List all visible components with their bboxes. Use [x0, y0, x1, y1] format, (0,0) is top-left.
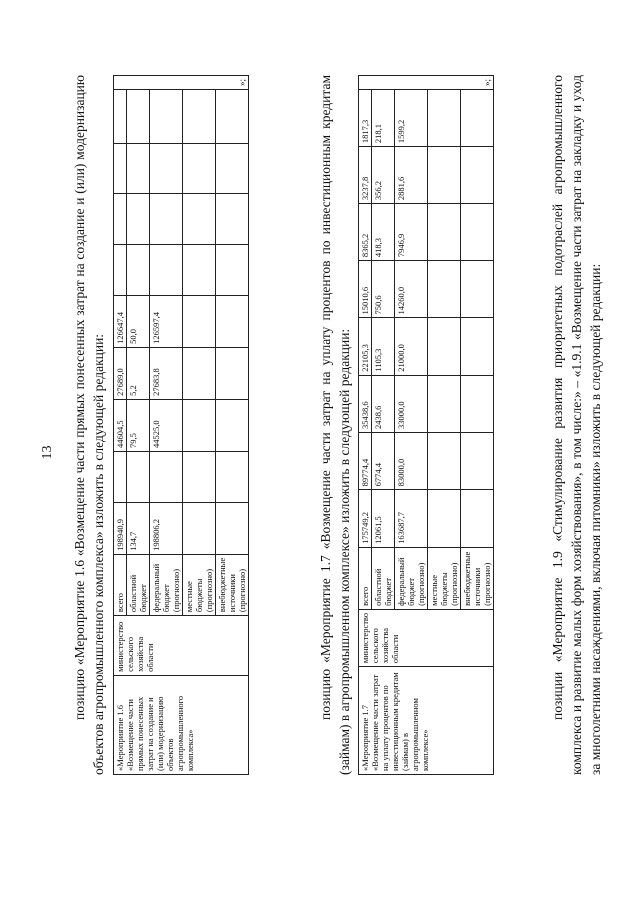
- m16-source-cell: местные бюджеты (прогнозно): [183, 554, 216, 615]
- m17-value-cell: 89774,4: [359, 433, 372, 490]
- m17-value-cell: [461, 90, 494, 147]
- m17-value-cell: [461, 375, 494, 432]
- m16-value-cell: [216, 295, 249, 347]
- m17-value-cell: 22105,3: [359, 318, 372, 375]
- m17-value-cell: [428, 490, 461, 548]
- m16-value-cell: [183, 194, 216, 245]
- m16-value-cell: 134,7: [127, 502, 150, 554]
- page-number: 13: [40, 445, 55, 460]
- m17-value-cell: 218,1: [372, 90, 395, 147]
- m16-value-cell: 44604,5: [114, 399, 127, 451]
- m16-value-cell: [183, 244, 216, 295]
- table-row: [114, 76, 127, 775]
- m17-end-cell: [359, 76, 494, 90]
- m16-value-cell: [150, 194, 183, 245]
- m17-value-cell: [428, 90, 461, 147]
- m17-value-cell: 175749,2: [359, 490, 372, 548]
- m17-value-cell: 8365,2: [359, 204, 372, 261]
- paragraph-measure-1-9: позиции «Мероприятие 1.9 «Стимулирование развития приоритетных подотраслей агропромышленного комплекса и развитие малых форм хозяйствования», в том числе:» – «1.9.1 «Возмещение части затрат на закладку и уход за многолетними насаждениями, включая питомники» изложить в следующей редакции:: [550, 75, 603, 775]
- m17-value-cell: [428, 147, 461, 204]
- m16-value-cell: 44525,0: [150, 399, 183, 451]
- m17-value-cell: 750,6: [372, 261, 395, 318]
- paragraph-measure-1-6: позицию «Мероприятие 1.6 «Возмещение части прямых понесенных затрат на создание и (или) модернизацию объектов агропромышленного комплекса» изложить в следующей редакции:: [72, 75, 106, 775]
- m17-source-cell: областной бюджет: [372, 547, 395, 609]
- m16-value-cell: 5,2: [127, 347, 150, 399]
- m16-value-cell: [183, 451, 216, 502]
- m16-value-cell: 50,0: [127, 295, 150, 347]
- m16-value-cell: [127, 244, 150, 295]
- m17-value-cell: [461, 318, 494, 375]
- m16-value-cell: [183, 295, 216, 347]
- m16-executor-cell: министерство сельского хозяйства области: [114, 616, 249, 676]
- m16-value-cell: [216, 451, 249, 502]
- m17-source-cell: местные бюджеты (прогнозно): [428, 547, 461, 609]
- m16-value-cell: [216, 347, 249, 399]
- m17-value-cell: 356,2: [372, 147, 395, 204]
- m16-value-cell: [127, 143, 150, 194]
- m16-value-cell: [216, 399, 249, 451]
- m17-value-cell: [428, 318, 461, 375]
- m16-value-cell: 79,5: [127, 399, 150, 451]
- m17-source-cell: федеральный бюджет (прогнозно): [395, 547, 428, 609]
- m17-value-cell: [428, 204, 461, 261]
- m17-value-cell: 21000,0: [395, 318, 428, 375]
- m17-value-cell: 33000,0: [395, 375, 428, 432]
- m16-value-cell: [216, 143, 249, 194]
- m16-value-cell: [183, 90, 216, 144]
- m17-value-cell: 1599,2: [395, 90, 428, 147]
- m16-value-cell: 198806,2: [150, 502, 183, 554]
- m17-value-cell: 3237,8: [359, 147, 372, 204]
- m17-value-cell: 2438,6: [372, 375, 395, 432]
- m16-value-cell: [216, 90, 249, 144]
- m16-value-cell: [150, 143, 183, 194]
- m16-value-cell: 126597,4: [150, 295, 183, 347]
- m17-value-cell: [461, 204, 494, 261]
- m16-value-cell: 27689,0: [114, 347, 127, 399]
- m17-value-cell: 14260,0: [395, 261, 428, 318]
- table-row: [359, 76, 372, 775]
- table-measure-1-7: [358, 75, 494, 775]
- m16-event-cell: «Мероприятие 1.6 «Возмещение части прямых понесенных затрат на создание и (или) модернизацию объектов агропромышленного комплекса»: [114, 675, 249, 774]
- m16-value-cell: [114, 451, 127, 502]
- m16-value-cell: [127, 451, 150, 502]
- m16-value-cell: [150, 90, 183, 144]
- m17-value-cell: [461, 147, 494, 204]
- m16-value-cell: [216, 244, 249, 295]
- m16-value-cell: [183, 143, 216, 194]
- m17-value-cell: 6774,4: [372, 433, 395, 490]
- m16-value-cell: [183, 502, 216, 554]
- m17-value-cell: 1105,3: [372, 318, 395, 375]
- m16-value-cell: 126647,4: [114, 295, 127, 347]
- m16-source-cell: областной бюджет: [127, 554, 150, 615]
- m17-event-cell: «Мероприятие 1.7 «Возмещение части затрат на уплату процентов по инвестиционным кредитам (займам) в агропромышленном комплексе»: [359, 667, 494, 775]
- m17-value-cell: [461, 433, 494, 490]
- m16-value-cell: [114, 194, 127, 245]
- m17-executor-cell: министерство сельского хозяйства области: [359, 609, 494, 666]
- m16-source-cell: федеральный бюджет (прогнозно): [150, 554, 183, 615]
- m17-value-cell: 2881,6: [395, 147, 428, 204]
- m17-end-mark: »;: [482, 79, 492, 87]
- m17-value-cell: 1817,3: [359, 90, 372, 147]
- m17-value-cell: [461, 261, 494, 318]
- m16-value-cell: [216, 502, 249, 554]
- m17-value-cell: 83000,0: [395, 433, 428, 490]
- table-measure-1-6: [113, 75, 249, 775]
- m17-value-cell: 418,3: [372, 204, 395, 261]
- m17-value-cell: [428, 433, 461, 490]
- m17-source-cell: всего: [359, 547, 372, 609]
- m16-value-cell: [183, 347, 216, 399]
- m16-end-cell: [114, 76, 249, 90]
- m17-value-cell: [461, 490, 494, 548]
- m16-value-cell: [114, 90, 127, 144]
- m16-value-cell: [114, 244, 127, 295]
- m17-value-cell: 12061,5: [372, 490, 395, 548]
- m16-value-cell: [150, 244, 183, 295]
- m16-value-cell: [150, 451, 183, 502]
- m16-value-cell: [127, 90, 150, 144]
- m16-value-cell: [183, 399, 216, 451]
- m16-source-cell: внебюджетные источники (прогнозно): [216, 554, 249, 615]
- m16-value-cell: 198940,9: [114, 502, 127, 554]
- m17-value-cell: 15010,6: [359, 261, 372, 318]
- m17-value-cell: 35438,6: [359, 375, 372, 432]
- m16-value-cell: [114, 143, 127, 194]
- m16-value-cell: [216, 194, 249, 245]
- m16-source-cell: всего: [114, 554, 127, 615]
- m17-value-cell: [428, 375, 461, 432]
- m17-source-cell: внебюджетные источники (прогнозно): [461, 547, 494, 609]
- m17-value-cell: 163687,7: [395, 490, 428, 548]
- m16-value-cell: 27683,8: [150, 347, 183, 399]
- m17-value-cell: 7946,9: [395, 204, 428, 261]
- m16-value-cell: [127, 194, 150, 245]
- m17-value-cell: [428, 261, 461, 318]
- paragraph-measure-1-7: позицию «Мероприятие 1.7 «Возмещение части затрат на уплату процентов по инвестиционным кредитам (займам) в агропромышленном комплексе» изложить в следующей редакции:: [318, 75, 352, 775]
- m16-end-mark: »;: [237, 79, 247, 87]
